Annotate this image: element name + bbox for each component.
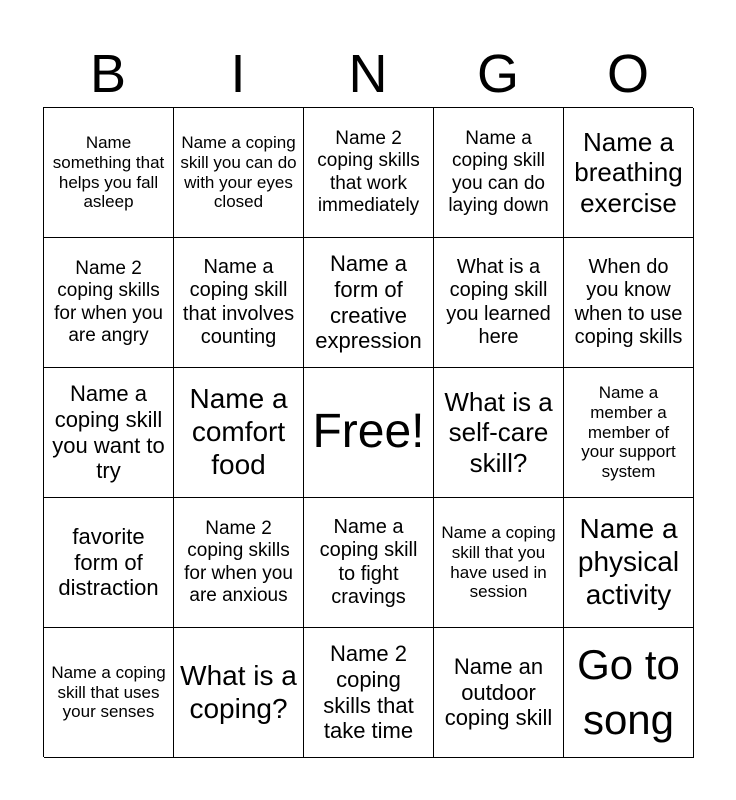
bingo-cell: Name a breathing exercise xyxy=(564,108,694,238)
bingo-cell: Name 2 coping skills for when you are anxious xyxy=(174,498,304,628)
header-letter-g: G xyxy=(476,44,519,104)
bingo-cell: Name 2 coping skills that take time xyxy=(304,628,434,758)
bingo-cell: Name 2 coping skills for when you are angry xyxy=(44,238,174,368)
bingo-cell: Name a coping skill that involves counting xyxy=(174,238,304,368)
bingo-cell: Name a coping skill you want to try xyxy=(44,368,174,498)
bingo-board xyxy=(43,107,693,757)
bingo-cell: What is a coping? xyxy=(174,628,304,758)
bingo-cell: What is a self-care skill? xyxy=(434,368,564,498)
header-letter-b: B xyxy=(89,44,127,104)
bingo-cell: Name an outdoor coping skill xyxy=(434,628,564,758)
bingo-cell: What is a coping skill you learned here xyxy=(434,238,564,368)
bingo-cell: Name a form of creative expression xyxy=(304,238,434,368)
bingo-cell: favorite form of distraction xyxy=(44,498,174,628)
bingo-cell: Go to song xyxy=(564,628,694,758)
bingo-cell: Name a coping skill that uses your senses xyxy=(44,628,174,758)
bingo-cell: Name 2 coping skills that work immediately xyxy=(304,108,434,238)
bingo-cell: Name a coping skill you can do laying down xyxy=(434,108,564,238)
bingo-header xyxy=(43,40,693,108)
bingo-cell: Name a coping skill you can do with your eyes closed xyxy=(174,108,304,238)
bingo-cell: Name something that helps you fall asleep xyxy=(44,108,174,238)
bingo-cell: Name a physical activity xyxy=(564,498,694,628)
bingo-cell: Name a coping skill that you have used in session xyxy=(434,498,564,628)
header-letter-i: I xyxy=(230,44,246,104)
bingo-cell: Name a comfort food xyxy=(174,368,304,498)
header-letter-o: O xyxy=(606,44,649,104)
bingo-cell: Name a member a member of your support system xyxy=(564,368,694,498)
header-letter-n: N xyxy=(348,44,388,104)
bingo-cell: When do you know when to use coping skills xyxy=(564,238,694,368)
free-space: Free! xyxy=(304,368,434,498)
bingo-cell: Name a coping skill to fight cravings xyxy=(304,498,434,628)
